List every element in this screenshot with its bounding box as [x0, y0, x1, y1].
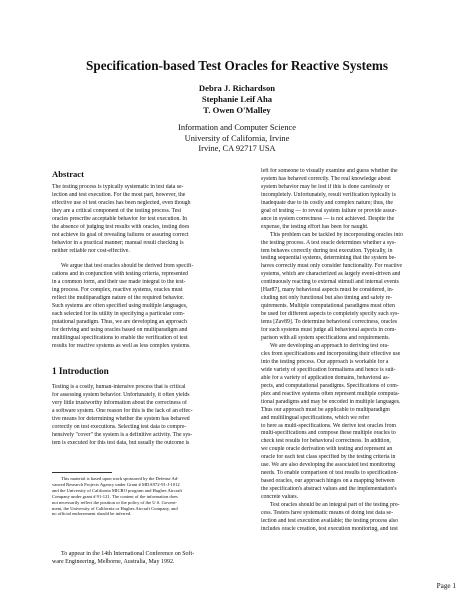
text-line: multi-specifications and compose these multiple oracles to	[261, 430, 396, 437]
text-line: cess. Testers have systematic means of doing test data se-	[261, 509, 394, 516]
text-line: Company under grant # 91-121. The content of the information does	[52, 493, 178, 499]
text-line: continuously reacting to external stimuli and internal events	[261, 279, 399, 286]
text-line: ware Engineering, Melborne, Australia, May 1992.	[52, 559, 175, 565]
introduction-paragraph	[52, 384, 248, 448]
text-line: Thus our approach must be applicable to multiparadigm	[261, 406, 390, 413]
text-line: no official endorsement should be inferred.	[52, 511, 132, 517]
text-line: multilingual specifications to enable the verification of test	[52, 334, 188, 341]
text-line: the testing process. A test oracle determines whether a sys-	[261, 239, 397, 246]
right-paragraph-1	[261, 168, 457, 232]
text-line: pects, and computational paradigms. Specifications of com-	[261, 382, 399, 389]
text-line: a software system. One reason for this is the lack of an effec-	[52, 407, 193, 414]
text-line: wide variety of specification formalisms and hence is suit-	[261, 366, 396, 373]
text-line: effective use of test oracles has been neglected, even though	[52, 199, 191, 206]
author-name: T. Owen O'Malley	[203, 105, 271, 115]
page-number: Page 1	[436, 582, 456, 590]
text-line: goal of testing — to reveal system failure or provide assur-	[261, 207, 397, 214]
text-line: Such systems are often specified using multiple languages,	[52, 302, 188, 309]
text-line: reflect the multiparadigm nature of the required behavior.	[52, 294, 185, 301]
text-line: we couple oracle derivation with testing and represent an	[261, 446, 393, 453]
text-line: ment, the University of California or Hughes Aircraft Company, and	[52, 505, 178, 511]
text-line: This problem can be tackled by incorporating oracles into	[270, 231, 403, 238]
right-paragraph-3	[261, 343, 457, 502]
text-line: to here as multi-specifications. We derive test oracles from	[261, 422, 396, 429]
text-line: To appear in the 14th International Conference on Soft-	[61, 551, 195, 557]
text-line: putational paradigm. Thus, we are developing an approach	[52, 318, 187, 325]
text-line: lection and test execution. For the most part, however, the	[52, 191, 186, 198]
affiliation	[0, 123, 474, 155]
text-line: expense, the testing effort has been for naught.	[261, 223, 369, 230]
text-line: includes oracle creation, test execution monitoring, and test	[261, 525, 398, 532]
text-line: concrete values.	[261, 494, 299, 501]
text-line: tem behaves correctly during test execution. Typically, in	[261, 247, 393, 254]
text-line: testing sequential systems, determining that the system be-	[261, 255, 397, 262]
text-line: [Har87], many behavioral aspects must be considered, in-	[261, 287, 394, 294]
right-paragraph-4	[261, 502, 457, 534]
affiliation-line: Irvine, CA 92717 USA	[198, 144, 276, 154]
text-line: correctly on test executions. Selecting test data to compre-	[52, 423, 187, 430]
text-line: systems, which are characterized as largely event-driven and	[261, 271, 401, 278]
text-line: behavior in a practical manner; manual result checking is	[52, 239, 184, 246]
text-line: vanced Research Projects Agency under Grant # MDA972-91-J-1012	[52, 481, 180, 487]
text-line: quirements. Multiple computational paradigms must often	[261, 303, 395, 310]
text-line: not achieve its goal of revealing failures or assuring correct	[52, 231, 189, 238]
text-line: for assessing system behavior. Unfortunately, it often yields	[52, 391, 190, 398]
text-line: based oracles, our approach hinges on a mapping between	[261, 478, 395, 485]
introduction-heading: 1 Introduction	[52, 366, 109, 376]
text-line: oracle for each test class specified by the testing criteria in	[261, 454, 396, 461]
text-line: hensively "cover" the system is a definitive activity. The sys-	[52, 431, 193, 438]
text-line: into the testing process. Our approach is workable for a	[261, 358, 389, 365]
text-line: the specification's abstract values and the implementation's	[261, 486, 397, 493]
text-line: and multilingual specifications, which we refer	[261, 414, 370, 421]
text-line: results for reactive systems as well as less complex systems.	[52, 342, 191, 349]
text-line: the absence of judging test results with oracles, testing does	[52, 223, 190, 230]
text-line: they are a critical component of the testing process. Test	[52, 207, 182, 214]
text-line: tive means for determining whether the system has behaved	[52, 415, 190, 422]
text-line: cluding not only functional but also timing and safety re-	[261, 295, 393, 302]
text-line: tional paradigms and may be encoded in multiple languages.	[261, 398, 401, 405]
text-line: parison with all system specifications and requirements.	[261, 335, 390, 342]
text-line: needs. To enable comparison of test results to specification-	[261, 470, 399, 477]
text-line: ing process. For complex, reactive systems, oracles must	[52, 286, 183, 293]
text-line: in a common form, and their use made integral to the test-	[52, 278, 186, 285]
publication-note	[52, 550, 248, 566]
abstract-paragraph-1	[52, 184, 248, 256]
text-line: use. We are also developing the associated test monitoring	[261, 462, 396, 469]
text-line: oracles prescribe acceptable behavior for test execution. In	[52, 215, 188, 222]
text-line: haves correctly must only consider functionality. For reactive	[261, 263, 403, 270]
affiliation-line: University of California, Irvine	[184, 133, 290, 143]
text-line: not necessarily reflect the position or the policy of the U.S. Govern-	[52, 499, 177, 505]
text-line: check test results for behavioral correctness. In addition,	[261, 438, 391, 445]
right-column	[261, 168, 457, 534]
text-line: tem is executed for this test data, but usually the outcome is	[52, 439, 190, 446]
author-list	[0, 83, 474, 116]
text-line: inadequate due to its costly and complex nature; thus, the	[261, 199, 393, 206]
text-line: and the University of California MICRO program and Hughes Aircraft	[52, 487, 182, 493]
text-line: Testing is a costly, human-intensive process that is critical	[52, 384, 186, 390]
text-line: lection and test execution available; the testing process also	[261, 517, 398, 524]
footnote	[52, 476, 248, 517]
footnote-divider	[52, 472, 112, 473]
text-line: Test oracles should be an integral part of the testing pro-	[270, 502, 400, 509]
text-line: system has behaved correctly. The real knowledge about	[261, 175, 391, 182]
text-line: each selected for its utility in specifying a particular com-	[52, 310, 185, 317]
text-line: system behavior may be lost if this is done carelessly or	[261, 183, 390, 190]
author-name: Debra J. Richardson	[198, 83, 276, 93]
abstract-heading: Abstract	[52, 169, 84, 179]
affiliation-line: Information and Computer Science	[178, 123, 296, 132]
text-line: be used for different aspects to completely specify such sys-	[261, 311, 400, 318]
text-line: for such systems must judge all behavioral aspects in com-	[261, 327, 397, 334]
right-paragraph-2	[261, 232, 457, 343]
text-line: incompletely. Unfortunately, result verification typically is	[261, 191, 396, 198]
text-line: able for a variety of application domains, behavioral as-	[261, 374, 390, 381]
text-line: We argue that test oracles should be derived from specifi-	[61, 263, 194, 269]
author-name: Stephanie Leif Aha	[201, 94, 273, 104]
text-line: tems [Zav89]. To determine behavioral correctness, oracles	[261, 319, 398, 326]
text-line: very little trustworthy information about the correctness of	[52, 399, 187, 406]
text-line: plex and reactive systems often represent multiple computa-	[261, 390, 400, 397]
abstract-paragraph-2	[52, 263, 248, 350]
paper-title: Specification-based Test Oracles for Reactive Systems	[86, 58, 388, 73]
text-line: ance in system correctness — is not achieved. Despite the	[261, 215, 395, 222]
text-line: The testing process is typically systematic in test data se-	[52, 184, 184, 190]
text-line: neither reliable nor cost-effective.	[52, 247, 130, 254]
text-line: left for someone to visually examine and guess whether the	[261, 168, 398, 174]
text-line: cations and in conjunction with testing criteria, represented	[52, 270, 189, 277]
text-line: for deriving and using oracles based on multiparadigm and	[52, 326, 188, 333]
text-line: We are developing an approach to deriving test ora-	[270, 342, 389, 349]
text-line: cles from specifications and incorporating their effective use	[261, 350, 401, 357]
text-line: This material is based upon work sponsored by the Defense Ad-	[61, 476, 179, 481]
